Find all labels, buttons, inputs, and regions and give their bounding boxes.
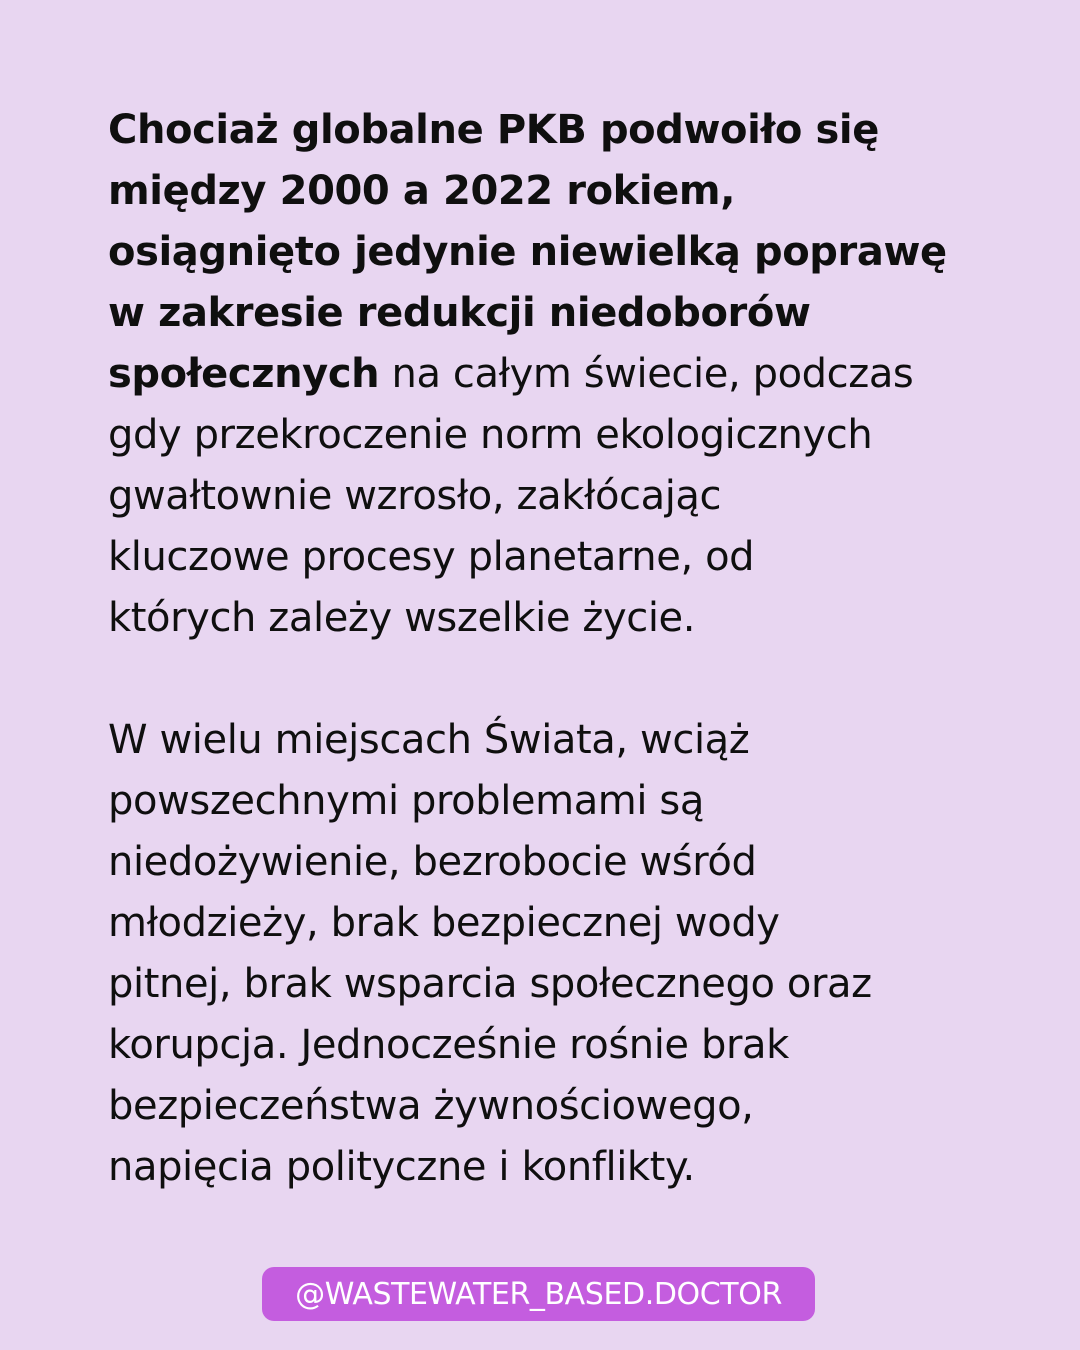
post-content — [108, 100, 988, 1198]
account-handle-text: @WASTEWATER_BASED.DOCTOR — [295, 1276, 782, 1312]
paragraph-global-problems: W wielu miejscach Świata, wciąż powszechnymi problemami są niedożywienie, bezrobocie wśród młodzieży, brak bezpiecznej wody pitnej, brak wsparcia społecznego oraz korupcja. Jednocześnie rośnie brak bezpieczeństwa żywnościowego, napięcia polityczne i konflikty. — [108, 717, 872, 1190]
account-handle-badge — [262, 1267, 815, 1321]
paragraph-1-regular-text: na całym świecie, podczas gdy przekroczenie norm ekologicznych gwałtownie wzrosło, zakłócając kluczowe procesy planetarne, od których zależy wszelkie życie. — [108, 351, 914, 641]
paragraph-gdp-and-social-shortfalls — [108, 100, 988, 649]
bold-highlight-text: Chociaż globalne PKB podwoiło się między 2000 a 2022 rokiem, osiągnięto jedynie niewielką poprawę w zakresie redukcji niedoborów społecznych — [108, 107, 947, 397]
